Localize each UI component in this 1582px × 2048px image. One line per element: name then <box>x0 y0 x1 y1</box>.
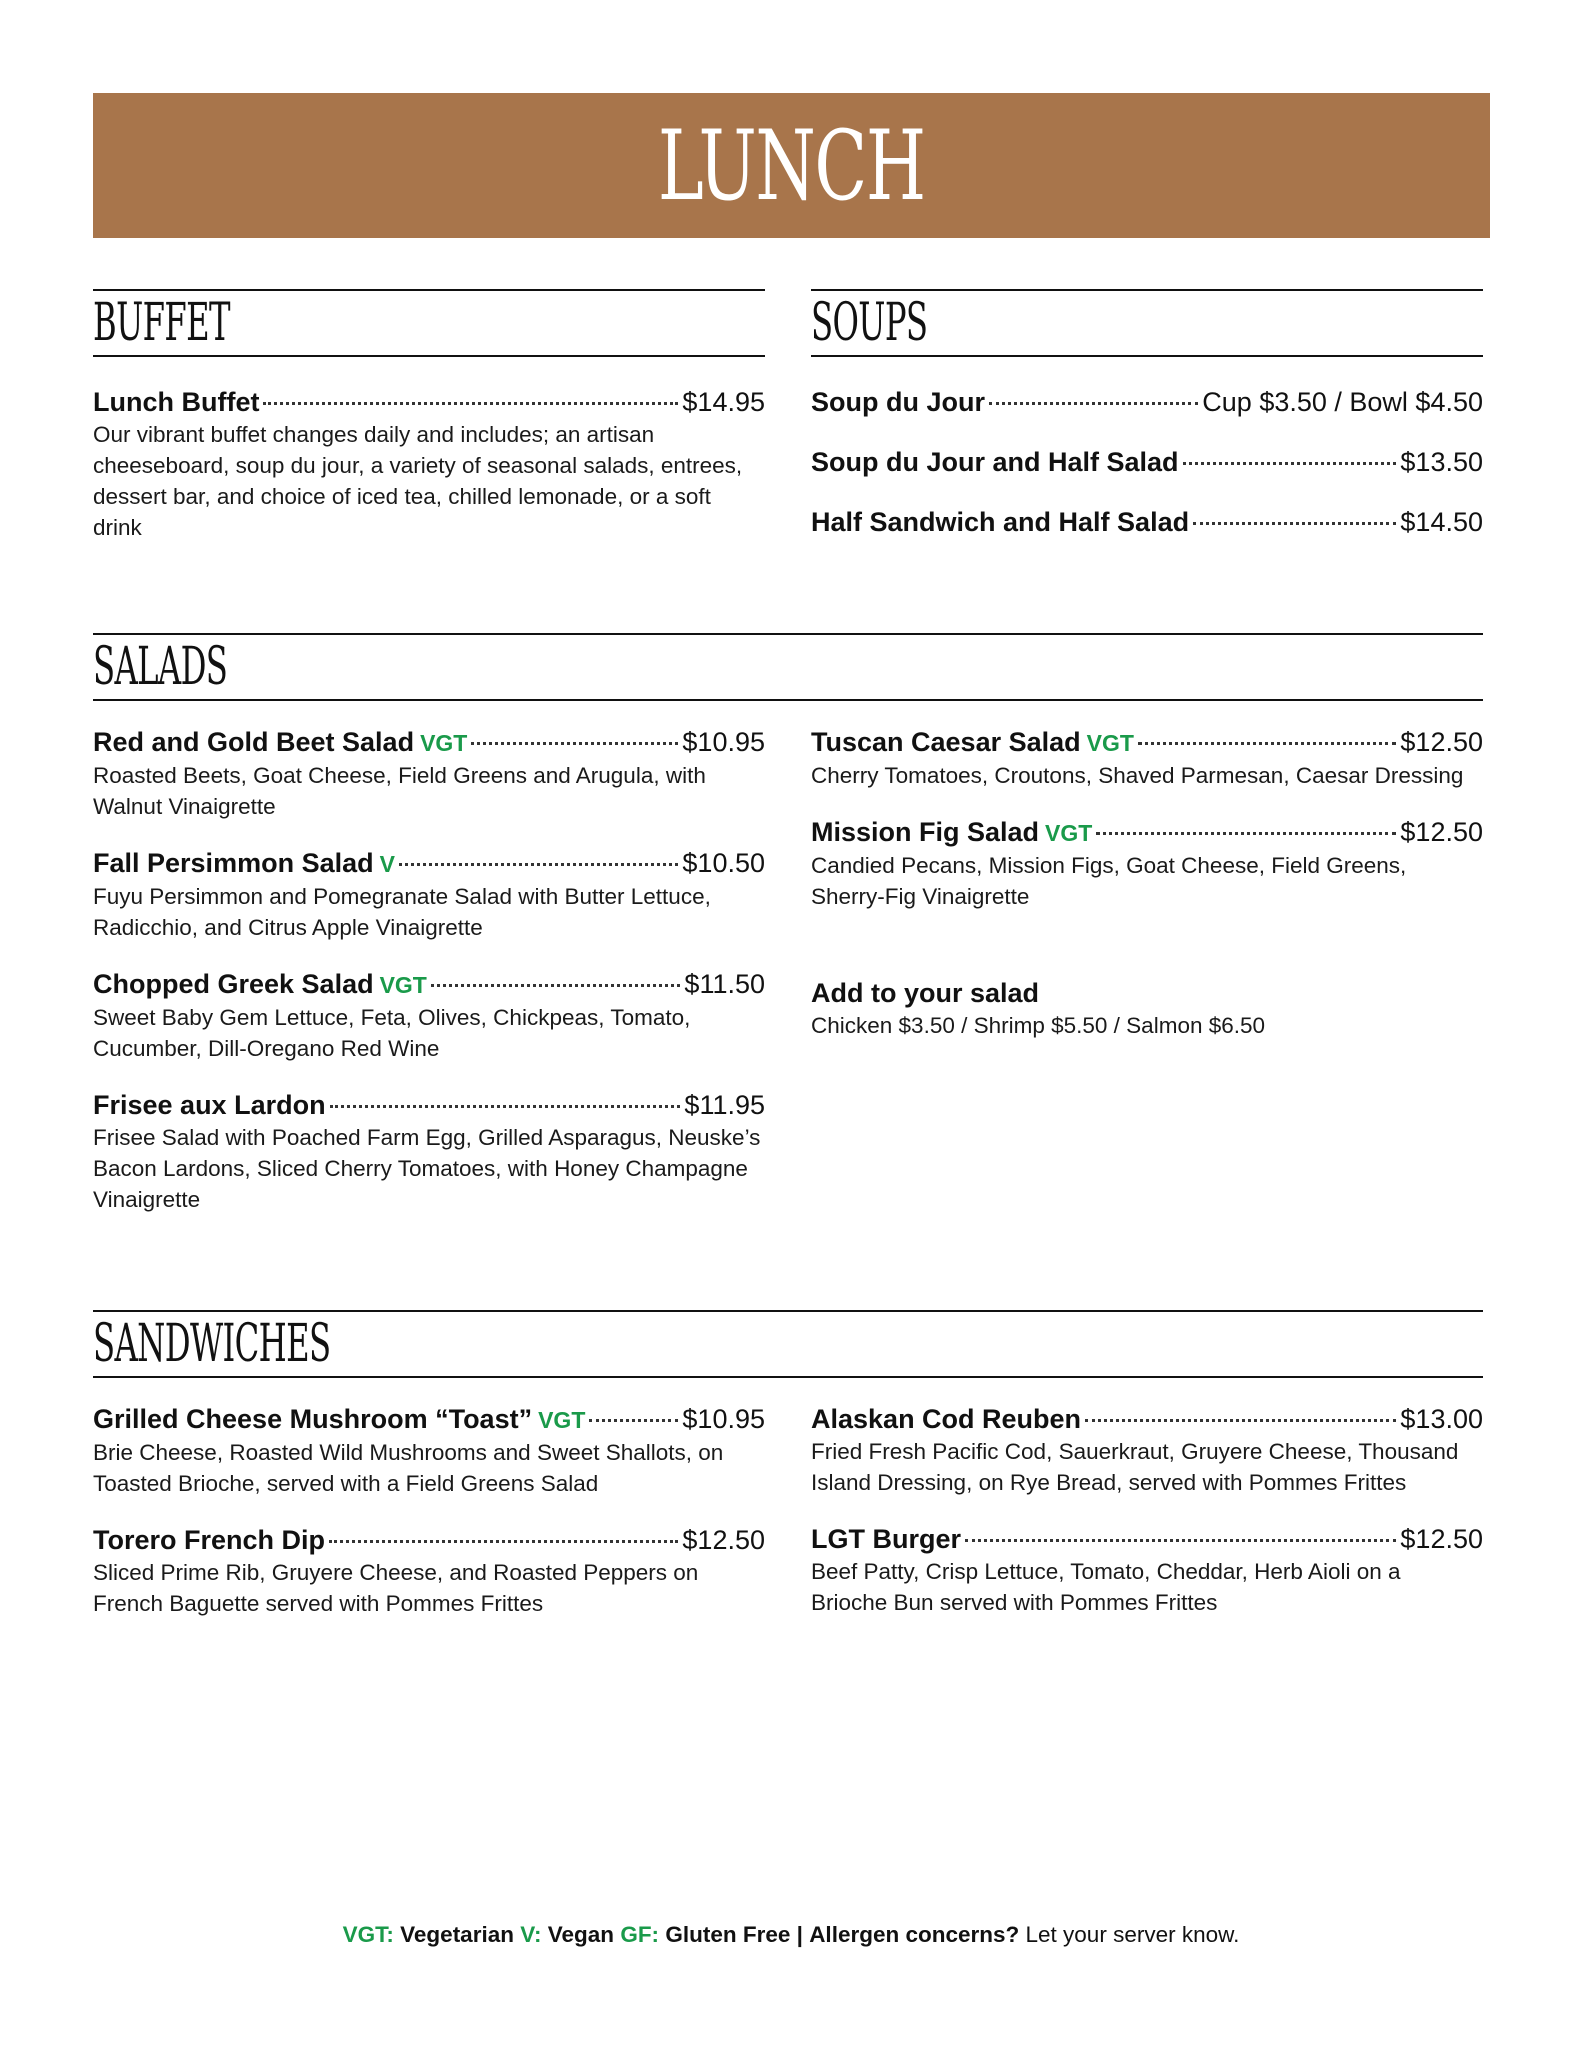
legend-footer <box>0 1922 1582 1948</box>
item-price: $14.50 <box>1400 507 1483 537</box>
menu-item <box>811 815 1483 912</box>
buffet-heading: BUFFET <box>93 293 230 353</box>
item-name: Torero French Dip <box>93 1525 326 1555</box>
soups-section <box>811 289 1483 563</box>
item-price: $11.50 <box>684 969 765 999</box>
menu-item <box>811 1402 1483 1498</box>
dot-leader <box>1085 1419 1396 1422</box>
item-description: Beef Patty, Crisp Lettuce, Tomato, Cheddar, Herb Aioli on a Brioche Bun served with Pommes Frittes <box>811 1559 1401 1615</box>
buffet-heading-bar <box>93 289 765 357</box>
soups-heading: SOUPS <box>811 293 928 353</box>
salads-heading-bar <box>93 633 1483 701</box>
dot-leader <box>330 1105 681 1108</box>
dot-leader <box>1183 462 1397 465</box>
item-name: Alaskan Cod Reuben <box>811 1404 1082 1434</box>
menu-item <box>93 1088 765 1215</box>
sandwiches-right-column <box>811 1402 1483 1642</box>
item-price: $13.00 <box>1400 1404 1483 1434</box>
dot-leader <box>399 863 678 866</box>
item-description: Sliced Prime Rib, Gruyere Cheese, and Roasted Peppers on French Baguette served with Pommes Frittes <box>93 1560 699 1616</box>
item-price: $12.50 <box>1400 727 1483 757</box>
item-price: $11.95 <box>684 1090 765 1120</box>
sandwiches-section <box>93 1310 1483 1406</box>
menu-item <box>811 725 1483 791</box>
item-name: Tuscan Caesar Salad <box>811 727 1081 757</box>
item-price: $14.95 <box>682 387 765 417</box>
menu-item <box>93 846 765 943</box>
item-description: Cherry Tomatoes, Croutons, Shaved Parmesan, Caesar Dressing <box>811 763 1464 788</box>
item-description: Fried Fresh Pacific Cod, Sauerkraut, Gruyere Cheese, Thousand Island Dressing, on Rye Bread, served with Pommes Frittes <box>811 1439 1459 1495</box>
item-name: Red and Gold Beet Salad <box>93 727 415 757</box>
diet-tag: VGT <box>538 1407 586 1433</box>
dot-leader <box>431 984 681 987</box>
item-description: Roasted Beets, Goat Cheese, Field Greens and Arugula, with Walnut Vinaigrette <box>93 763 706 819</box>
item-description: Frisee Salad with Poached Farm Egg, Grilled Asparagus, Neuske’s Bacon Lardons, Sliced Cherry Tomatoes, with Honey Champagne Vinaigrette <box>93 1125 761 1212</box>
dot-leader <box>965 1539 1396 1542</box>
dot-leader <box>989 402 1198 405</box>
item-price: $12.50 <box>682 1525 765 1555</box>
allergen-text: Let your server know. <box>1025 1922 1240 1947</box>
dot-leader <box>1193 522 1396 525</box>
sandwiches-left-column <box>93 1402 765 1643</box>
item-name: Grilled Cheese Mushroom “Toast” <box>93 1404 533 1434</box>
item-description: Candied Pecans, Mission Figs, Goat Cheese, Field Greens, Sherry-Fig Vinaigrette <box>811 853 1407 909</box>
item-description: Our vibrant buffet changes daily and includes; an artisan cheeseboard, soup du jour, a variety of seasonal salads, entrees, dessert bar, and choice of iced tea, chilled lemonade, or a soft drink <box>93 422 743 540</box>
soups-heading-bar <box>811 289 1483 357</box>
item-price: $12.50 <box>1400 1524 1483 1554</box>
item-name: Lunch Buffet <box>93 387 260 417</box>
diet-tag: VGT <box>1086 730 1134 756</box>
dot-leader <box>471 742 678 745</box>
dot-leader <box>263 402 678 405</box>
item-name: Frisee aux Lardon <box>93 1090 326 1120</box>
diet-tag: VGT <box>379 972 427 998</box>
dot-leader <box>589 1419 678 1422</box>
diet-tag: V <box>379 851 395 877</box>
legend-vgt-label: Vegetarian <box>400 1922 514 1947</box>
menu-item <box>93 1402 765 1499</box>
allergen-label: Allergen concerns? <box>809 1922 1020 1947</box>
menu-item <box>811 505 1483 539</box>
item-description: Brie Cheese, Roasted Wild Mushrooms and Sweet Shallots, on Toasted Brioche, served with a Field Greens Salad <box>93 1440 724 1496</box>
item-name: Half Sandwich and Half Salad <box>811 507 1190 537</box>
item-name: Soup du Jour and Half Salad <box>811 447 1179 477</box>
item-name: Mission Fig Salad <box>811 817 1040 847</box>
item-price: $10.95 <box>682 1404 765 1434</box>
salad-addon <box>811 976 1483 1041</box>
legend-v-label: Vegan <box>547 1922 615 1947</box>
sandwiches-heading-bar <box>93 1310 1483 1378</box>
item-name: Fall Persimmon Salad <box>93 848 374 878</box>
diet-tag: VGT <box>1045 820 1093 846</box>
item-price: Cup $3.50 / Bowl $4.50 <box>1202 387 1483 417</box>
dot-leader <box>1138 742 1396 745</box>
item-price: $10.95 <box>682 727 765 757</box>
item-name: LGT Burger <box>811 1524 962 1554</box>
page-title: LUNCH <box>658 109 925 222</box>
lunch-banner <box>93 93 1490 238</box>
salads-section <box>93 633 1483 729</box>
legend-vgt-code: VGT: <box>342 1922 394 1947</box>
item-name: Soup du Jour <box>811 387 985 417</box>
buffet-section <box>93 289 765 567</box>
item-description: Sweet Baby Gem Lettuce, Feta, Olives, Chickpeas, Tomato, Cucumber, Dill-Oregano Red Wine <box>93 1005 691 1061</box>
menu-item <box>93 385 765 543</box>
dot-leader <box>1096 832 1396 835</box>
menu-item <box>93 725 765 822</box>
sandwiches-heading: SANDWICHES <box>93 1314 331 1374</box>
menu-item <box>811 385 1483 419</box>
legend-separator: | <box>796 1922 803 1947</box>
menu-item <box>93 1523 765 1619</box>
addon-description: Chicken $3.50 / Shrimp $5.50 / Salmon $6.50 <box>811 1013 1266 1038</box>
menu-item <box>93 967 765 1064</box>
diet-tag: VGT <box>420 730 468 756</box>
item-price: $13.50 <box>1400 447 1483 477</box>
addon-title: Add to your salad <box>811 978 1040 1008</box>
item-description: Fuyu Persimmon and Pomegranate Salad with Butter Lettuce, Radicchio, and Citrus Apple Vinaigrette <box>93 884 711 940</box>
item-price: $10.50 <box>682 848 765 878</box>
salads-heading: SALADS <box>93 637 228 697</box>
salads-right-column <box>811 725 1483 1065</box>
legend-gf-label: Gluten Free <box>665 1922 791 1947</box>
menu-item <box>811 1522 1483 1618</box>
dot-leader <box>329 1540 678 1543</box>
legend-gf-code: GF: <box>620 1922 660 1947</box>
menu-item <box>811 445 1483 479</box>
legend-v-code: V: <box>520 1922 542 1947</box>
salads-left-column <box>93 725 765 1239</box>
item-price: $12.50 <box>1400 817 1483 847</box>
item-name: Chopped Greek Salad <box>93 969 374 999</box>
